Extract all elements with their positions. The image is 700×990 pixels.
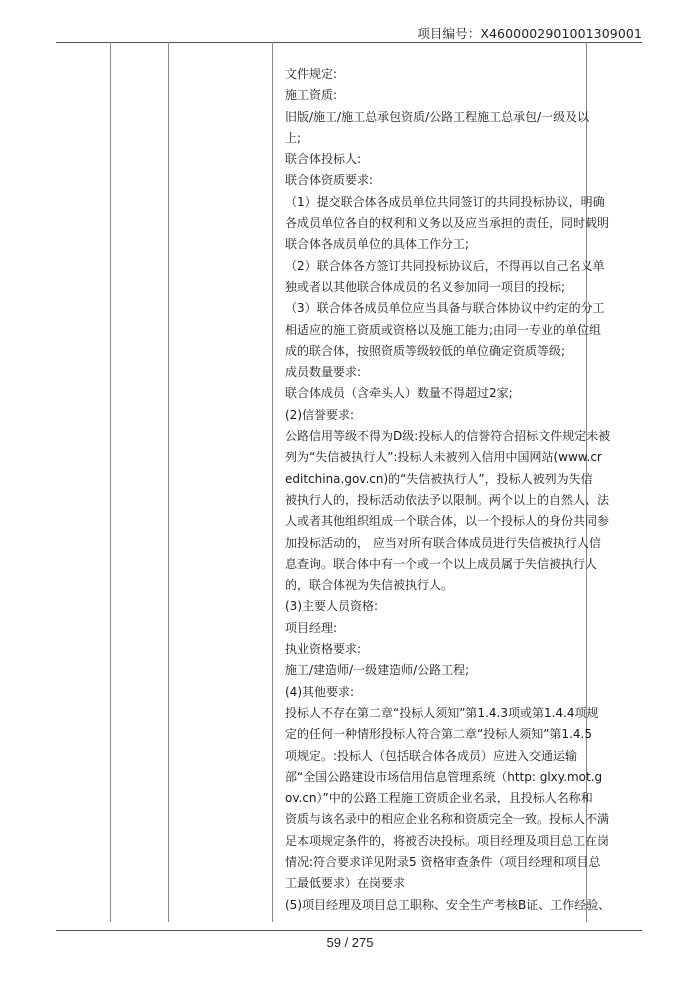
text-line: 成员数量要求: (285, 365, 362, 380)
text-line: 成的联合体，按照资质等级较低的单位确定资质等级; (285, 343, 566, 358)
text-line: (5)项目经理及项目总工职称、安全生产考核B证、工作经验、 (285, 897, 611, 912)
text-line: 文件规定: (285, 67, 338, 81)
table-column-divider-1 (168, 42, 169, 922)
text-line: 资质与该名录中的相应企业名称和资质完全一致。投标人不满 (285, 812, 610, 827)
text-line: 联合体各成员单位的具体工作分工; (285, 237, 470, 252)
footer-divider (56, 930, 642, 931)
text-line: 的，联合体视为失信被执行人。 (285, 578, 454, 593)
text-line: 人或者其他组织组成一个联合体，以一个投标人的身份共同参 (285, 514, 610, 529)
text-line: 项规定。:投标人（包括联合体各成员）应进入交通运输 (285, 748, 578, 763)
text-line: 定的任何一种情形投标人符合第二章“投标人须知”第1.4.5 (285, 727, 592, 742)
text-line: 各成员单位各自的权利和义务以及应当承担的责任，同时载明 (285, 216, 610, 231)
text-line: 执业资格要求: (285, 642, 362, 657)
text-line: 项目经理: (285, 620, 338, 635)
text-line: 相适应的施工资质或资格以及施工能力;由同一专业的单位组 (285, 322, 602, 337)
text-line: 上; (285, 130, 302, 145)
text-line: 公路信用等级不得为D级:投标人的信誉符合招标文件规定未被 (285, 429, 611, 444)
text-line: editchina.gov.cn)的“失信被执行人”，投标人被列为失信 (285, 471, 593, 486)
text-line: 足本项规定条件的，将被否决投标。项目经理及项目总工在岗 (285, 833, 610, 848)
text-line: 加投标活动的， 应当对所有联合体成员进行失信被执行人信 (285, 535, 601, 550)
text-line: 部“全国公路建设市场信用信息管理系统（http: glxy.mot.g (285, 769, 603, 784)
page-number: 59 / 275 (326, 935, 374, 950)
text-line: 联合体资质要求: (285, 173, 374, 188)
text-line: 施工/建造师/一级建造师/公路工程; (285, 663, 470, 678)
text-line: 息查询。联合体中有一个或一个以上成员属于失信被执行人 (285, 556, 598, 571)
text-line: 独或者以其他联合体成员的名义参加同一项目的投标; (285, 279, 566, 294)
text-line: (3)主要人员资格: (285, 599, 379, 614)
text-line: （1）提交联合体各成员单位共同签订的共同投标协议，明确 (285, 194, 605, 209)
text-line: ov.cn）”中的公路工程施工资质企业名录，且投标人名称和 (285, 791, 593, 806)
text-line: （3）联合体各成员单位应当具备与联合体协议中约定的分工 (285, 301, 605, 316)
text-line: 列为“失信被执行人”:投标人未被列入信用中国网站(www.cr (285, 450, 602, 465)
text-line: (2)信誉要求: (285, 407, 355, 422)
text-line: 旧版/施工/施工总承包资质/公路工程施工总承包/一级及以 (285, 109, 590, 124)
text-line: (4)其他要求: (285, 684, 355, 699)
text-line: 联合体投标人: (285, 152, 362, 167)
text-line: 被执行人的，投标活动依法予以限制。两个以上的自然人、法 (285, 492, 610, 507)
requirements-text (285, 64, 611, 916)
table-border-left (110, 42, 111, 922)
project-number: 项目编号：X4600002901001309001 (417, 26, 642, 41)
table-column-divider-2 (272, 42, 273, 922)
text-line: 情况:符合要求详见附录5 资格审查条件（项目经理和项目总 (285, 854, 601, 869)
text-line: （2）联合体各方签订共同投标协议后，不得再以自己名义单 (285, 258, 605, 273)
text-line: 联合体成员（含牵头人）数量不得超过2家; (285, 386, 513, 401)
text-line: 施工资质: (285, 88, 338, 103)
text-line: 投标人不存在第二章“投标人须知”第1.4.3项或第1.4.4项规 (285, 705, 599, 720)
text-line: 工最低要求）在岗要求 (285, 876, 406, 891)
